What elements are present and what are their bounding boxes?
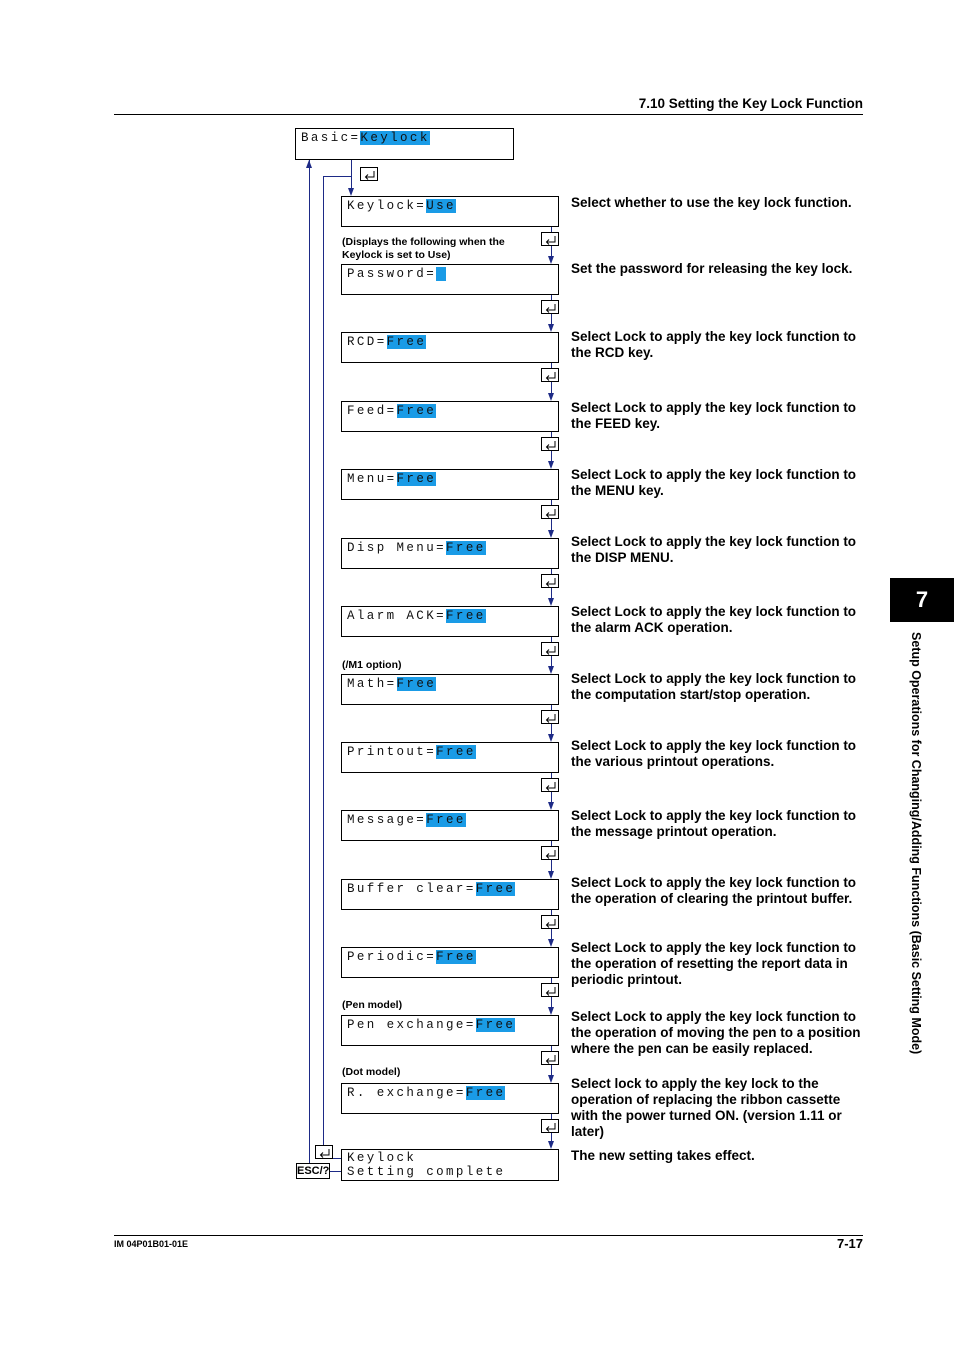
enter-arrow-icon — [542, 847, 560, 861]
return-loop-line — [323, 176, 324, 1158]
lcd-display-1 — [341, 196, 559, 227]
lcd-display-complete — [341, 1149, 559, 1181]
return-arrowhead — [306, 160, 312, 168]
display-label: Periodic= — [347, 950, 437, 964]
enter-arrow-icon — [542, 1120, 560, 1134]
display-value: Free — [436, 950, 476, 964]
step-description-7: Select Lock to apply the key lock function to the alarm ACK operation. — [571, 604, 857, 635]
enter-key-icon — [541, 300, 559, 314]
step-description-8: Select Lock to apply the key lock function to the computation start/stop operation. — [571, 671, 857, 702]
step-description-1: Select whether to use the key lock function. — [571, 195, 852, 210]
enter-key-icon — [541, 846, 559, 860]
lcd-display-5 — [341, 469, 559, 500]
enter-key-icon — [541, 778, 559, 792]
return-loop-line — [309, 160, 310, 1164]
enter-arrow-icon — [542, 643, 560, 657]
enter-arrow-icon — [542, 575, 560, 589]
enter-arrow-icon — [542, 506, 560, 520]
flow-arrowhead — [548, 461, 554, 469]
lcd-display-4 — [341, 401, 559, 432]
lcd-display-11 — [341, 879, 559, 910]
enter-key-icon — [541, 1051, 559, 1065]
display-label: Message= — [347, 813, 427, 827]
enter-arrow-icon — [542, 711, 560, 725]
enter-arrow-icon — [542, 984, 560, 998]
enter-key-icon — [541, 983, 559, 997]
flow-arrowhead — [548, 666, 554, 674]
flow-arrowhead — [348, 188, 354, 196]
lcd-display-14 — [341, 1083, 559, 1114]
lcd-display-2 — [341, 264, 559, 295]
display-value: Keylock — [360, 131, 430, 145]
display-label: R. exchange= — [347, 1086, 466, 1100]
flow-arrowhead — [548, 871, 554, 879]
display-value: Free — [396, 677, 437, 691]
chapter-tab: 7 — [890, 578, 954, 622]
step-description-6: Select Lock to apply the key lock function to the DISP MENU. — [571, 534, 857, 565]
footer-rule — [114, 1235, 863, 1236]
enter-key-icon — [541, 574, 559, 588]
display-value: Use — [426, 199, 456, 213]
display-label: Menu= — [347, 472, 397, 486]
display-label: Password= — [347, 267, 437, 281]
display-value: Free — [475, 1018, 516, 1032]
flow-arrowhead — [548, 598, 554, 606]
display-label: Math= — [347, 677, 397, 691]
step-description-11: Select Lock to apply the key lock function to the operation of clearing the printout buffer. — [571, 875, 857, 906]
final-description: The new setting takes effect. — [571, 1148, 755, 1163]
flow-arrowhead — [548, 1075, 554, 1083]
step-note-13: (Pen model) — [342, 999, 403, 1011]
display-value: Free — [396, 472, 437, 486]
display-label: Buffer clear= — [347, 882, 476, 896]
page-number: 7-17 — [836, 1236, 863, 1251]
flow-arrowhead — [548, 1141, 554, 1149]
step-description-13: Select Lock to apply the key lock function to the operation of moving the pen to a position where the pen can be easily replaced. — [571, 1009, 861, 1056]
chapter-side-title — [905, 632, 925, 1122]
enter-key-icon — [541, 642, 559, 656]
enter-key-icon — [541, 505, 559, 519]
flow-arrowhead — [548, 939, 554, 947]
enter-arrow-icon — [542, 1052, 560, 1066]
lcd-display-8 — [341, 674, 559, 705]
step-description-5: Select Lock to apply the key lock function to the MENU key. — [571, 467, 857, 498]
display-label: Printout= — [347, 745, 437, 759]
flow-arrowhead — [548, 1007, 554, 1015]
display-label: Alarm ACK= — [347, 609, 447, 623]
step-note-2: (Displays the following when the Keylock is set to Use) — [342, 236, 505, 261]
flow-arrowhead — [548, 802, 554, 810]
step-description-2: Set the password for releasing the key lock. — [571, 261, 853, 276]
flow-arrowhead — [548, 256, 554, 264]
flow-connector — [351, 160, 352, 188]
return-loop-line — [330, 1171, 341, 1172]
display-label: Pen exchange= — [347, 1018, 476, 1032]
display-value: Free — [396, 404, 437, 418]
display-value: Free — [386, 335, 427, 349]
enter-arrow-icon — [542, 301, 560, 315]
display-value: Free — [436, 745, 476, 759]
step-description-4: Select Lock to apply the key lock function to the FEED key. — [571, 400, 857, 431]
display-line1: Keylock — [347, 1151, 417, 1165]
step-description-12: Select Lock to apply the key lock function to the operation of resetting the report data in periodic printout. — [571, 940, 857, 987]
enter-key-icon — [541, 232, 559, 246]
section-title: 7.10 Setting the Key Lock Function — [638, 96, 863, 111]
step-description-3: Select Lock to apply the key lock function to the RCD key. — [571, 329, 857, 360]
lcd-display-3 — [341, 332, 559, 363]
top-display — [295, 128, 514, 160]
lcd-display-12 — [341, 947, 559, 978]
display-value: Free — [446, 609, 486, 623]
display-label: Feed= — [347, 404, 397, 418]
flow-arrowhead — [548, 393, 554, 401]
enter-arrow-icon — [542, 233, 560, 247]
lcd-display-13 — [341, 1015, 559, 1046]
header-rule — [114, 114, 863, 115]
enter-arrow-icon — [542, 438, 560, 452]
flow-arrowhead — [548, 324, 554, 332]
lcd-display-10 — [341, 810, 559, 841]
display-value: Free — [446, 541, 486, 555]
enter-arrow-icon — [542, 369, 560, 383]
step-description-10: Select Lock to apply the key lock function to the message printout operation. — [571, 808, 857, 839]
step-description-14: Select lock to apply the key lock to the operation of replacing the ribbon cassette with the power turned ON. (version 1.11 or later) — [571, 1076, 842, 1139]
step-description-9: Select Lock to apply the key lock function to the various printout operations. — [571, 738, 857, 769]
enter-arrow-icon — [361, 168, 379, 182]
enter-key-icon — [315, 1145, 333, 1159]
chapter-side-title-text: Setup Operations for Changing/Adding Functions (Basic Setting Mode) — [909, 632, 923, 1055]
display-line2: Setting complete — [347, 1165, 506, 1179]
enter-arrow-icon — [316, 1146, 334, 1160]
enter-key-icon — [541, 437, 559, 451]
enter-key-icon — [541, 1119, 559, 1133]
display-label: Keylock= — [347, 199, 427, 213]
display-label: RCD= — [347, 335, 387, 349]
display-value: Free — [475, 882, 516, 896]
display-value: Free — [465, 1086, 506, 1100]
lcd-display-6 — [341, 538, 559, 569]
esc-key-icon: ESC/? — [297, 1165, 330, 1177]
enter-arrow-icon — [542, 916, 560, 930]
enter-key-icon — [541, 710, 559, 724]
return-loop-line — [323, 176, 351, 177]
display-label: Disp Menu= — [347, 541, 447, 555]
step-note-8: (/M1 option) — [342, 659, 402, 671]
display-label: Basic= — [301, 131, 361, 145]
doc-id: IM 04P01B01-01E — [114, 1239, 189, 1249]
display-value: Free — [426, 813, 466, 827]
enter-key-icon — [541, 368, 559, 382]
display-value — [436, 267, 446, 281]
lcd-display-7 — [341, 606, 559, 637]
step-note-14: (Dot model) — [342, 1066, 401, 1078]
enter-arrow-icon — [542, 779, 560, 793]
enter-key-icon — [360, 167, 378, 181]
flow-arrowhead — [548, 734, 554, 742]
lcd-display-9 — [341, 742, 559, 773]
flow-arrowhead — [548, 530, 554, 538]
enter-key-icon — [541, 915, 559, 929]
